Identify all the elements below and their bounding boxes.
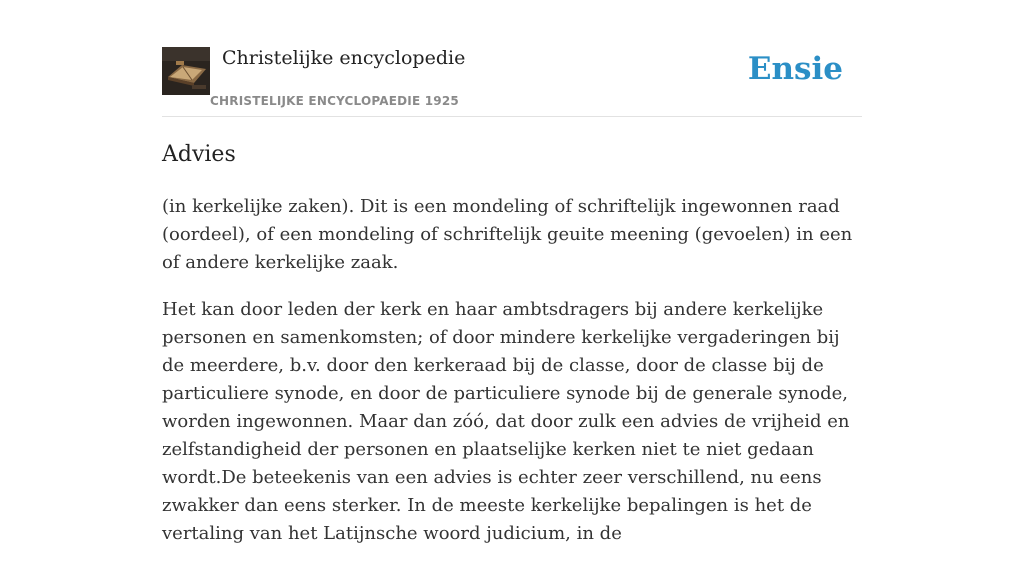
site-title[interactable]: Christelijke encyclopedie (222, 47, 466, 69)
article-paragraph: Het kan door leden der kerk en haar ambtsdragers bij andere kerkelijke personen en samenkomsten; of door mindere kerkelijke vergaderingen bij de meerdere, b.v. door den kerkeraad bij de classe, door de classe bij de particuliere synode, en door de particuliere synode bij de generale synode, worden ingewonnen. Maar dan zóó, dat door zulk een advies de vrijheid en zelfstandigheid der personen en plaatselijke kerken niet te niet gedaan wordt.De beteekenis van een advies is echter zeer verschillend, nu eens zwakker dan eens sterker. In de meeste kerkelijke bepalingen is het de vertaling van het Latijnsche woord judicium, in de (162, 299, 850, 544)
article-title: Advies (162, 142, 236, 167)
brand-logo-link[interactable]: Ensie (747, 51, 843, 87)
book-icon (162, 47, 210, 95)
article-body (162, 193, 862, 567)
avatar[interactable] (162, 47, 210, 95)
site-subtitle: CHRISTELIJKE ENCYCLOPAEDIE 1925 (210, 94, 459, 108)
site-header (162, 47, 862, 117)
article-paragraph: (in kerkelijke zaken). Dit is een mondeling of schriftelijk ingewonnen raad (oordeel), of een mondeling of schriftelijk geuite meening (gevoelen) in een of andere kerkelijke zaak. (162, 196, 853, 273)
